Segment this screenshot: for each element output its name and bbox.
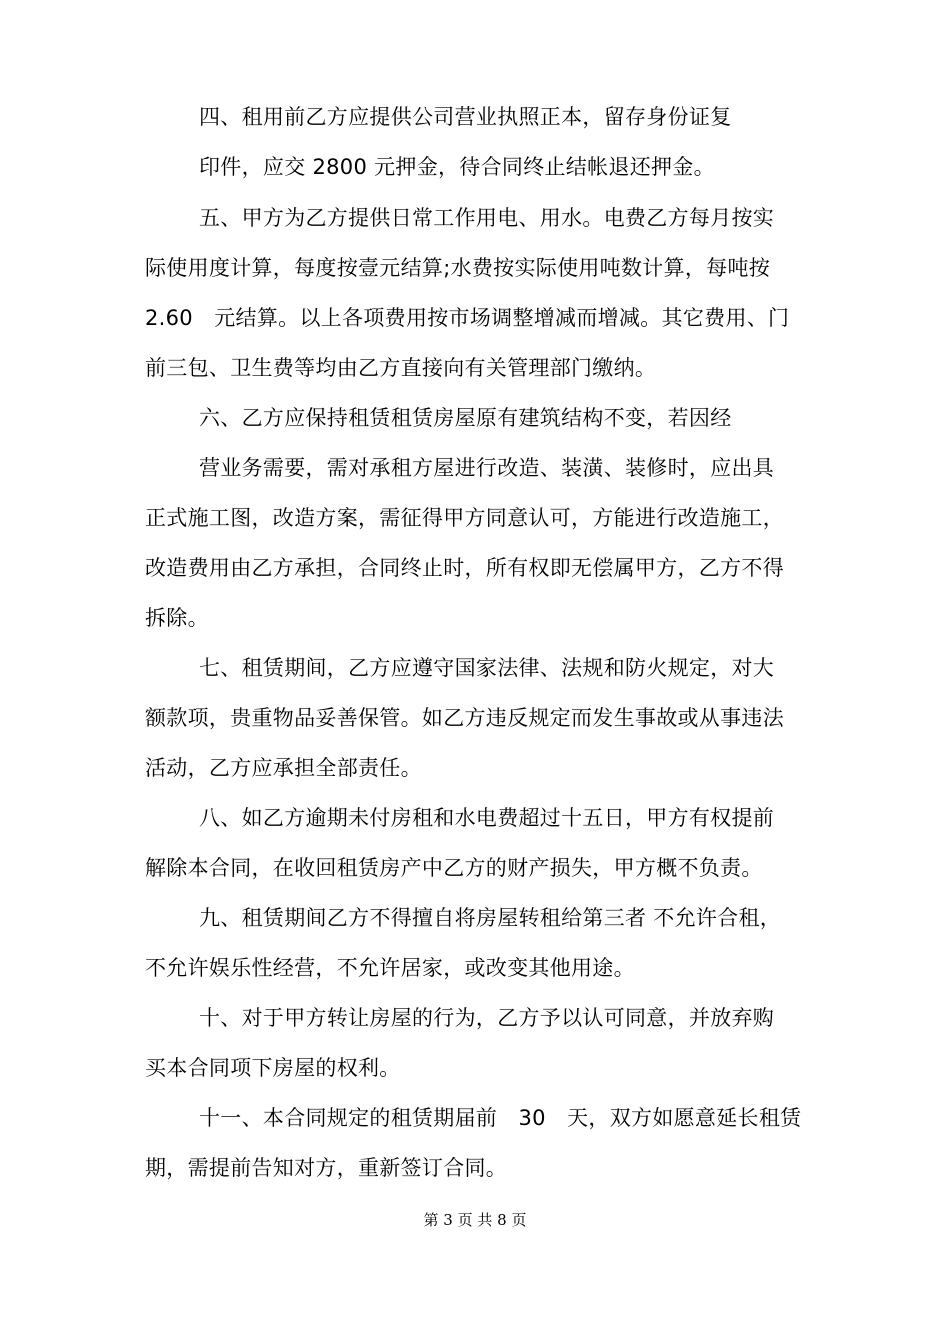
clause-8-line-2: 解除本合同，在收回租赁房产中乙方的财产损失，甲方概不负责。: [145, 856, 763, 880]
clause-4-line-2: 印件，应交 2800 元押金，待合同终止结帐退还押金。: [199, 155, 715, 179]
clause-6-line-4: 改造费用由乙方承担，合同终止时，所有权即无偿属甲方，乙方不得: [145, 556, 784, 580]
clause-5-line-3: 2.60 元结算。以上各项费用按市场调整增减而增减。其它费用、门: [145, 306, 790, 330]
clause-9-line-1: 九、租赁期间乙方不得擅自将房屋转租给第三者 不允许合租，: [199, 906, 782, 930]
clause-6-line-1: 六、乙方应保持租赁租赁房屋原有建筑结构不变，若因经: [199, 406, 732, 430]
clause-11-line-1: 十一、本合同规定的租赁期届前 30 天，双方如愿意延长租赁: [199, 1106, 802, 1130]
clause-7-line-3: 活动，乙方应承担全部责任。: [145, 756, 422, 780]
clause-4-line-1: 四、租用前乙方应提供公司营业执照正本，留存身份证复: [199, 105, 732, 129]
clause-5-line-2: 际使用度计算，每度按壹元结算;水费按实际使用吨数计算，每吨按: [145, 256, 771, 280]
clause-5-line-4: 前三包、卫生费等均由乙方直接向有关管理部门缴纳。: [145, 356, 657, 380]
clause-10-line-1: 十、对于甲方转让房屋的行为，乙方予以认可同意，并放弃购: [199, 1006, 775, 1030]
clause-9-line-2: 不允许娱乐性经营，不允许居家，或改变其他用途。: [145, 956, 635, 980]
clause-5-line-1: 五、甲方为乙方提供日常工作用电、用水。电费乙方每月按实: [199, 206, 775, 230]
clause-10-line-2: 买本合同项下房屋的权利。: [145, 1056, 401, 1080]
clause-6-line-2: 营业务需要，需对承租方屋进行改造、装潢、装修时，应出具: [199, 456, 775, 480]
clause-6-line-5: 拆除。: [145, 606, 209, 630]
clause-7-line-2: 额款项，贵重物品妥善保管。如乙方违反规定而发生事故或从事违法: [145, 706, 784, 730]
clause-6-line-3: 正式施工图，改造方案，需征得甲方同意认可，方能进行改造施工，: [145, 506, 784, 530]
clause-7-line-1: 七、租赁期间，乙方应遵守国家法律、法规和防火规定，对大: [199, 656, 775, 680]
clause-8-line-1: 八、如乙方逾期未付房租和水电费超过十五日，甲方有权提前: [199, 806, 775, 830]
page-number-footer: 第 3 页 共 8 页: [423, 1211, 527, 1229]
clause-11-line-2: 期，需提前告知对方，重新签订合同。: [145, 1156, 508, 1180]
